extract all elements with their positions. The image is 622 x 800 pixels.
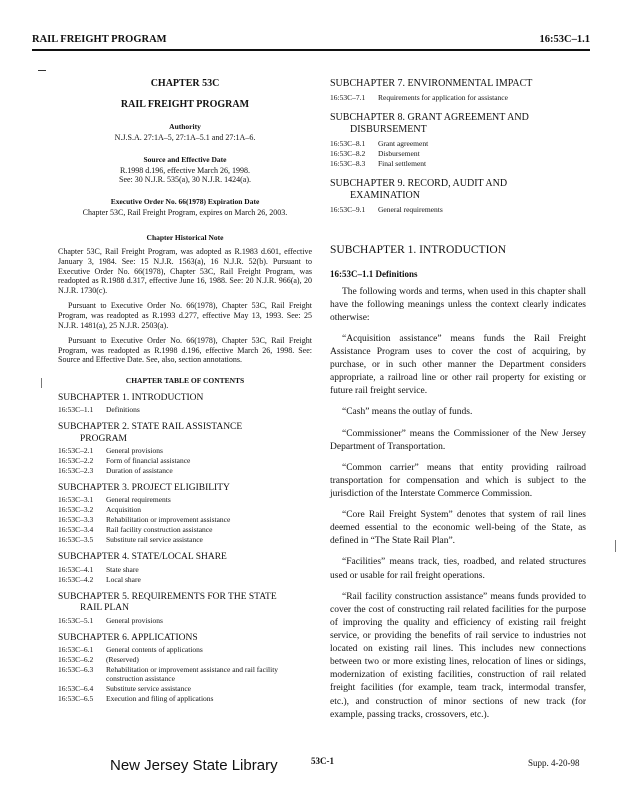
toc-entry-title: Form of financial assistance: [106, 456, 191, 466]
toc-entry-number: 16:53C–2.3: [58, 466, 94, 476]
toc-entry: [58, 665, 312, 683]
toc-entry-title: Final settlement: [378, 159, 427, 168]
toc-entry: [58, 456, 312, 465]
section-heading: 16:53C–1.1 Definitions: [330, 268, 418, 279]
header-title: RAIL FREIGHT PROGRAM: [32, 34, 167, 45]
toc-entry: [58, 515, 312, 524]
authority-heading: Authority: [169, 122, 201, 131]
toc-entry: [58, 645, 312, 654]
toc-subchapter-heading-line: SUBCHAPTER 2. STATE RAIL ASSISTANCE: [58, 422, 243, 433]
toc-entry-title: Execution and filing of applications: [106, 694, 214, 704]
toc-subchapter-heading: [58, 422, 312, 445]
toc-subchapter-heading-line: SUBCHAPTER 9. RECORD, AUDIT AND: [330, 178, 508, 189]
toc-list-5: [58, 616, 312, 625]
toc-entry-title: Rail facility construction assistance: [106, 525, 213, 535]
toc-entry-title: Substitute rail service assistance: [106, 535, 203, 545]
toc-entry-number: 16:53C–3.2: [58, 505, 94, 515]
toc-list-2: [58, 446, 312, 475]
toc-entry-title: General contents of applications: [106, 645, 203, 655]
toc-entry-number: 16:53C–3.5: [58, 535, 94, 545]
toc-list-6: [58, 645, 312, 703]
toc-subchapter-heading: SUBCHAPTER 6. APPLICATIONS: [58, 632, 198, 643]
toc-entry: [58, 405, 312, 414]
toc-subchapter-heading: SUBCHAPTER 7. ENVIRONMENTAL IMPACT: [330, 78, 533, 89]
toc-entry: [58, 565, 312, 574]
toc-entry-title: State share: [106, 564, 139, 574]
authority-text: N.J.S.A. 27:1A–5, 27:1A–5.1 and 27:1A–6.: [114, 133, 256, 142]
toc-entry-title: Definitions: [106, 405, 140, 415]
source-line: See: 30 N.J.R. 535(a), 30 N.J.R. 1424(a).: [119, 175, 251, 185]
library-stamp: New Jersey State Library: [110, 757, 278, 774]
toc-entry-number: 16:53C–2.1: [58, 446, 94, 456]
historical-note-paragraph: Chapter 53C, Rail Freight Program, was adopted as R.1983 d.601, effective January 3, 1984. See: 15 N.J.R. 1563(a), 16 N.J.R. 52(b). Pursuant to Executive Order No. 66(1978), Chapter 53C, Rail Freight Program, was readopted as R.1988 d.317, effective June 16, 1988. See: 20 N.J.R. 966(a), 20 N.J.R. 1730(c).: [58, 247, 312, 295]
margin-mark: [615, 540, 616, 552]
toc-entry: [58, 505, 312, 514]
toc-entry-title: Acquisition: [106, 505, 141, 515]
toc-entry-number: 16:53C–2.2: [58, 456, 94, 466]
toc-entry-number: 16:53C–7.1: [330, 93, 366, 102]
historical-note-paragraph: Pursuant to Executive Order No. 66(1978), Chapter 53C, Rail Freight Program, was readopted as R.1993 d.277, effective May 13, 1993. See: 25 N.J.R. 1481(a), 25 N.J.R. 2503(a).: [58, 301, 312, 330]
toc-entry: [58, 446, 312, 455]
toc-entry-title: Requirements for application for assistance: [378, 93, 508, 102]
chapter-number: CHAPTER 53C: [150, 78, 220, 89]
toc-entry-number: 16:53C–6.3: [58, 665, 94, 675]
toc-subchapter-heading-line: SUBCHAPTER 5. REQUIREMENTS FOR THE STATE: [58, 591, 277, 602]
subchapter-heading: SUBCHAPTER 1. INTRODUCTION: [330, 244, 507, 256]
toc-subchapter-heading-line: DISBURSEMENT: [350, 124, 427, 135]
toc-entry-number: 16:53C–8.3: [330, 159, 366, 168]
toc-entry-title: Substitute service assistance: [106, 684, 191, 694]
toc-entry: [330, 159, 586, 168]
source-line: R.1998 d.196, effective March 26, 1998.: [119, 165, 251, 175]
toc-heading: CHAPTER TABLE OF CONTENTS: [125, 375, 245, 385]
definition-paragraph: “Cash” means the outlay of funds.: [342, 407, 473, 418]
toc-list-7: [330, 93, 586, 102]
supplement-date: Supp. 4-20-98: [528, 758, 580, 768]
historical-note-heading: Chapter Historical Note: [146, 233, 224, 243]
toc-entry-title: Grant agreement: [378, 139, 429, 148]
toc-entry-title: Disbursement: [378, 149, 420, 158]
toc-entry: [58, 616, 312, 625]
definition-paragraph: “Core Rail Freight System” denotes that system of rail lines deemed essential to the economic well-being of the State, as defined in “The State Rail Plan”.: [330, 510, 586, 547]
toc-entry-title: General provisions: [106, 615, 163, 625]
toc-entry-number: 16:53C–3.3: [58, 515, 94, 525]
toc-entry: [58, 535, 312, 544]
toc-list-3: [58, 495, 312, 544]
toc-subchapter-heading: SUBCHAPTER 3. PROJECT ELIGIBILITY: [58, 483, 230, 494]
toc-entry: [58, 655, 312, 664]
toc-subchapter-heading: [330, 112, 586, 136]
toc-entry-number: 16:53C–6.1: [58, 645, 94, 655]
chapter-title: RAIL FREIGHT PROGRAM: [120, 99, 250, 110]
toc-entry-title: Local share: [106, 574, 141, 584]
source-heading: Source and Effective Date: [143, 154, 227, 164]
toc-entry-number: 16:53C–4.2: [58, 574, 94, 584]
executive-order-text: Chapter 53C, Rail Freight Program, expires on March 26, 2003.: [82, 207, 288, 217]
toc-entry-number: 16:53C–6.5: [58, 694, 94, 704]
definition-paragraph: “Rail facility construction assistance” means funds provided to cover the cost of constructing rail related facilities for the purpose of improving the quality and efficiency of existing rail freight service, or providing the benefits of rail service to industries not located on existing rail lines. This includes new connections between two or more existing lines, relocation of lines or sidings, modernization of existing facilities, construction of rail related freight facilities (for example, team track, intermodal transfer, etc.), and construction of minor sections of new track (for example, passing tracks, crossovers, etc.).: [330, 591, 586, 720]
right-column: [330, 78, 586, 722]
toc-entry: [58, 684, 312, 693]
toc-entry-number: 16:53C–6.4: [58, 684, 94, 694]
definition-paragraph: “Acquisition assistance” means funds the Rail Freight Assistance Program uses to cover the cost of acquiring, by purchase, or in such other manner the Department considers appropriate, a railroad line or other rail property for existing or future rail freight service.: [330, 333, 586, 397]
toc-entry: [330, 93, 586, 102]
toc-entry-number: 16:53C–5.1: [58, 615, 94, 625]
toc-list-8: [330, 139, 586, 168]
toc-entry-number: 16:53C–4.1: [58, 564, 94, 574]
body-paragraph: The following words and terms, when used in this chapter shall have the following meanings unless the context clearly indicates otherwise:: [330, 286, 586, 323]
toc-subchapter-heading: SUBCHAPTER 1. INTRODUCTION: [58, 392, 204, 403]
toc-entry: [330, 149, 586, 158]
toc-entry-number: 16:53C–1.1: [58, 405, 94, 415]
executive-order-heading: Executive Order No. 66(1978) Expiration Date: [110, 196, 260, 206]
toc-entry-title: General requirements: [106, 495, 171, 505]
running-header: [32, 32, 590, 51]
toc-subchapter-heading: [330, 178, 586, 202]
toc-entry-title: General requirements: [378, 205, 443, 214]
toc-subchapter-heading-line: PROGRAM: [80, 433, 127, 444]
toc-entry: [58, 694, 312, 703]
toc-subchapter-heading: [58, 592, 312, 615]
historical-note-paragraph: Pursuant to Executive Order No. 66(1978), Chapter 53C, Rail Freight Program, was readopted as R.1998 d.196, effective March 26, 1998. See: Source and Effective Date. See, also, section annotations.: [58, 336, 312, 365]
toc-list-9: [330, 205, 586, 214]
toc-entry-title: Rehabilitation or improvement assistance and rail facility construction assistance: [106, 665, 279, 684]
toc-entry-number: 16:53C–8.1: [330, 139, 366, 148]
margin-mark: [38, 70, 46, 71]
toc-entry: [58, 575, 312, 584]
toc-subchapter-heading-line: SUBCHAPTER 8. GRANT AGREEMENT AND: [330, 112, 529, 123]
toc-entry-title: Rehabilitation or improvement assistance: [106, 515, 231, 525]
definition-paragraph: “Facilities” means track, ties, roadbed, and related structures used or usable for rail freight operations.: [330, 557, 586, 581]
toc-entry: [330, 139, 586, 148]
toc-entry: [58, 466, 312, 475]
definition-paragraph: “Common carrier” means that entity providing railroad transportation for compensation and which is subject to the jurisdiction of the Interstate Commerce Commission.: [330, 462, 586, 500]
toc-entry-number: 16:53C–3.1: [58, 495, 94, 505]
toc-entry-title: General provisions: [106, 446, 163, 456]
toc-list-4: [58, 565, 312, 584]
toc-entry-number: 16:53C–9.1: [330, 205, 366, 214]
left-column: [58, 78, 312, 703]
toc-entry: [330, 205, 586, 214]
toc-subchapter-heading: SUBCHAPTER 4. STATE/LOCAL SHARE: [58, 552, 227, 563]
toc-entry-number: 16:53C–3.4: [58, 525, 94, 535]
toc-entry-number: 16:53C–6.2: [58, 655, 94, 665]
toc-entry-title: Duration of assistance: [106, 466, 173, 476]
toc-entry-number: 16:53C–8.2: [330, 149, 366, 158]
toc-subchapter-heading-line: EXAMINATION: [350, 190, 420, 201]
toc-entry: [58, 525, 312, 534]
toc-entry: [58, 495, 312, 504]
definition-paragraph: “Commissioner” means the Commissioner of the New Jersey Department of Transportation.: [330, 428, 586, 452]
toc-entry-title: (Reserved): [106, 655, 139, 665]
toc-subchapter-heading-line: RAIL PLAN: [80, 603, 129, 614]
page-number: 53C-1: [311, 756, 334, 766]
toc-list-1: [58, 405, 312, 414]
margin-mark: [41, 378, 42, 388]
header-section-number: 16:53C–1.1: [539, 34, 590, 45]
